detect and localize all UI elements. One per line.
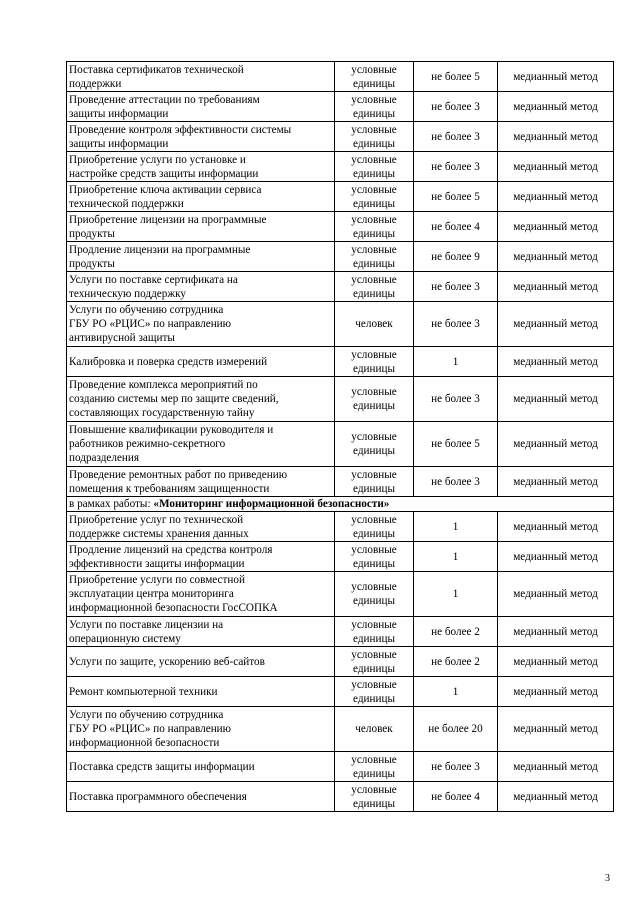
quantity-cell: не более 3 — [414, 272, 498, 302]
item-name-cell: Приобретение услуг по технической поддержке системы хранения данных — [67, 512, 335, 542]
unit-cell: условные единицы — [335, 182, 414, 212]
quantity-cell: не более 4 — [414, 782, 498, 812]
method-cell: медианный метод — [498, 212, 614, 242]
method-cell: медианный метод — [498, 302, 614, 347]
unit-cell: условные единицы — [335, 212, 414, 242]
unit-cell: условные единицы — [335, 92, 414, 122]
method-cell: медианный метод — [498, 782, 614, 812]
unit-cell: условные единицы — [335, 782, 414, 812]
item-name-cell: Приобретение ключа активации сервиса технической поддержки — [67, 182, 335, 212]
item-name-cell: Калибровка и поверка средств измерений — [67, 347, 335, 377]
method-cell: медианный метод — [498, 182, 614, 212]
quantity-cell: не более 2 — [414, 617, 498, 647]
unit-cell: условные единицы — [335, 512, 414, 542]
method-cell: медианный метод — [498, 467, 614, 497]
unit-cell: условные единицы — [335, 752, 414, 782]
table-row — [67, 62, 614, 92]
item-name-cell: Услуги по поставке лицензии на операционную систему — [67, 617, 335, 647]
quantity-cell: не более 3 — [414, 752, 498, 782]
unit-cell: условные единицы — [335, 122, 414, 152]
unit-cell: условные единицы — [335, 242, 414, 272]
quantity-cell: не более 4 — [414, 212, 498, 242]
table-row — [67, 707, 614, 752]
unit-cell: условные единицы — [335, 422, 414, 467]
unit-cell: условные единицы — [335, 572, 414, 617]
table-row — [67, 182, 614, 212]
method-cell: медианный метод — [498, 542, 614, 572]
section-row — [67, 497, 614, 512]
method-cell: медианный метод — [498, 377, 614, 422]
table-row — [67, 617, 614, 647]
page-number: 3 — [605, 873, 610, 884]
unit-cell: условные единицы — [335, 677, 414, 707]
unit-cell: условные единицы — [335, 647, 414, 677]
unit-cell: условные единицы — [335, 152, 414, 182]
table-row — [67, 677, 614, 707]
method-cell: медианный метод — [498, 347, 614, 377]
item-name-cell: Продление лицензий на средства контроля эффективности защиты информации — [67, 542, 335, 572]
quantity-cell: не более 5 — [414, 422, 498, 467]
unit-cell: человек — [335, 707, 414, 752]
quantity-cell: не более 2 — [414, 647, 498, 677]
unit-cell: человек — [335, 302, 414, 347]
table-row — [67, 377, 614, 422]
quantity-cell: не более 5 — [414, 182, 498, 212]
section-prefix: в рамках работы: — [69, 498, 154, 510]
quantity-cell: 1 — [414, 572, 498, 617]
method-cell: медианный метод — [498, 677, 614, 707]
table-row — [67, 467, 614, 497]
method-cell: медианный метод — [498, 422, 614, 467]
table-row — [67, 212, 614, 242]
method-cell: медианный метод — [498, 707, 614, 752]
item-name-cell: Поставка сертификатов технической поддержки — [67, 62, 335, 92]
table-row — [67, 572, 614, 617]
item-name-cell: Услуги по обучению сотрудника ГБУ РО «РЦИС» по направлению антивирусной защиты — [67, 302, 335, 347]
procurement-table — [66, 61, 614, 812]
procurement-table-body — [67, 62, 614, 812]
method-cell: медианный метод — [498, 617, 614, 647]
table-row — [67, 347, 614, 377]
unit-cell: условные единицы — [335, 62, 414, 92]
unit-cell: условные единицы — [335, 272, 414, 302]
unit-cell: условные единицы — [335, 377, 414, 422]
quantity-cell: не более 20 — [414, 707, 498, 752]
item-name-cell: Продление лицензии на программные продукты — [67, 242, 335, 272]
item-name-cell: Услуги по поставке сертификата на техническую поддержку — [67, 272, 335, 302]
method-cell: медианный метод — [498, 272, 614, 302]
table-row — [67, 152, 614, 182]
table-row — [67, 752, 614, 782]
quantity-cell: 1 — [414, 542, 498, 572]
quantity-cell: не более 3 — [414, 92, 498, 122]
table-row — [67, 122, 614, 152]
quantity-cell: 1 — [414, 347, 498, 377]
item-name-cell: Проведение ремонтных работ по приведению помещения к требованиям защищенности — [67, 467, 335, 497]
method-cell: медианный метод — [498, 512, 614, 542]
item-name-cell: Повышение квалификации руководителя и работников режимно-секретного подразделения — [67, 422, 335, 467]
table-row — [67, 92, 614, 122]
method-cell: медианный метод — [498, 647, 614, 677]
item-name-cell: Поставка средств защиты информации — [67, 752, 335, 782]
method-cell: медианный метод — [498, 242, 614, 272]
quantity-cell: не более 9 — [414, 242, 498, 272]
unit-cell: условные единицы — [335, 347, 414, 377]
item-name-cell: Услуги по защите, ускорению веб-сайтов — [67, 647, 335, 677]
item-name-cell: Приобретение лицензии на программные продукты — [67, 212, 335, 242]
item-name-cell: Ремонт компьютерной техники — [67, 677, 335, 707]
table-row — [67, 542, 614, 572]
item-name-cell: Поставка программного обеспечения — [67, 782, 335, 812]
table-row — [67, 512, 614, 542]
item-name-cell: Услуги по обучению сотрудника ГБУ РО «РЦИС» по направлению информационной безопасности — [67, 707, 335, 752]
item-name-cell: Проведение аттестации по требованиям защиты информации — [67, 92, 335, 122]
method-cell: медианный метод — [498, 62, 614, 92]
table-row — [67, 272, 614, 302]
quantity-cell: 1 — [414, 677, 498, 707]
unit-cell: условные единицы — [335, 617, 414, 647]
item-name-cell: Проведение контроля эффективности системы защиты информации — [67, 122, 335, 152]
unit-cell: условные единицы — [335, 542, 414, 572]
method-cell: медианный метод — [498, 752, 614, 782]
item-name-cell: Приобретение услуги по совместной эксплуатации центра мониторинга информационной безопасности ГосСОПКА — [67, 572, 335, 617]
table-row — [67, 242, 614, 272]
quantity-cell: не более 3 — [414, 467, 498, 497]
table-row — [67, 647, 614, 677]
quantity-cell: не более 3 — [414, 122, 498, 152]
quantity-cell: 1 — [414, 512, 498, 542]
section-heading — [67, 497, 614, 512]
quantity-cell: не более 3 — [414, 377, 498, 422]
method-cell: медианный метод — [498, 122, 614, 152]
method-cell: медианный метод — [498, 152, 614, 182]
table-row — [67, 422, 614, 467]
table-row — [67, 782, 614, 812]
unit-cell: условные единицы — [335, 467, 414, 497]
item-name-cell: Приобретение услуги по установке и настройке средств защиты информации — [67, 152, 335, 182]
table-row — [67, 302, 614, 347]
quantity-cell: не более 3 — [414, 302, 498, 347]
quantity-cell: не более 5 — [414, 62, 498, 92]
section-title: «Мониторинг информационной безопасности» — [153, 498, 390, 510]
item-name-cell: Проведение комплекса мероприятий по созданию системы мер по защите сведений, составляющих государственную тайну — [67, 377, 335, 422]
quantity-cell: не более 3 — [414, 152, 498, 182]
method-cell: медианный метод — [498, 92, 614, 122]
method-cell: медианный метод — [498, 572, 614, 617]
